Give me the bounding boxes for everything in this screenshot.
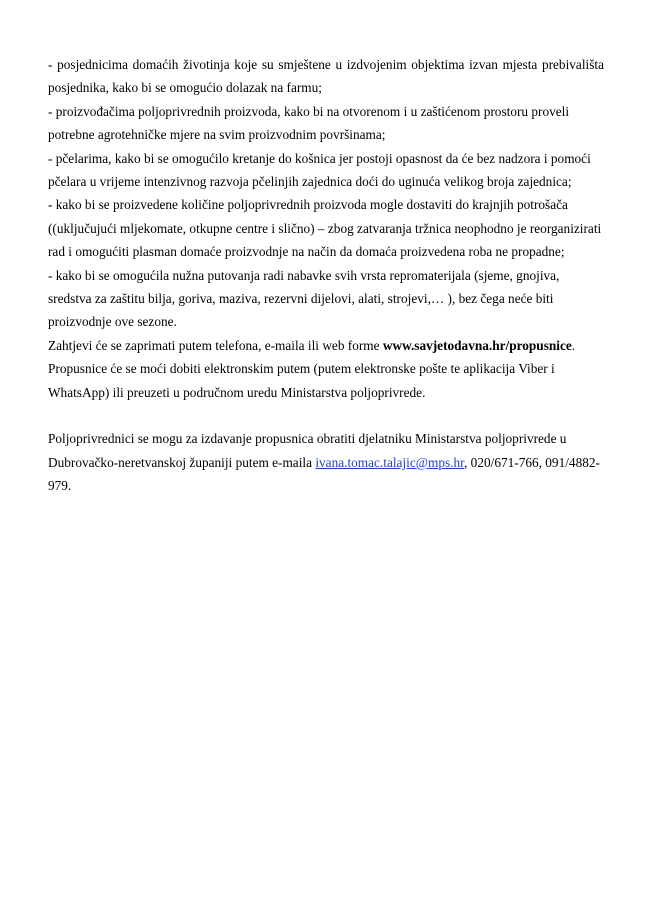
- bullet-supplies: - kako bi se omogućila nužna putovanja radi nabavke svih vrsta repromaterijala (sjeme, gnojiva, sredstva za zaštitu bilja, goriva, maziva, rezervni dijelovi, alati, strojevi,… ), bez čega neće biti proizvodnje ove sezone.: [48, 267, 560, 330]
- contact-phones: , 020/671-766, 091/4882-979.: [48, 454, 600, 494]
- paragraph-spacer: [48, 404, 604, 427]
- bullet-beekeepers: - pčelarima, kako bi se omogućilo kretanje do košnica jer postoji opasnost da će bez nadzora i pomoći pčelara u vrijeme intenzivnog razvoja pčelinjih zajednica doći do uginuća velikog broja zajednica;: [48, 150, 591, 190]
- requests-text: Zahtjevi će se zaprimati putem telefona, e-maila ili web forme: [48, 337, 383, 353]
- bullet-livestock-owners: - posjednicima domaćih životinja koje su smještene u izdvojenim objektima izvan mjesta prebivališta posjednika, kako bi se omogućio dolazak na farmu;: [48, 57, 604, 96]
- contact-email-link[interactable]: ivana.tomac.talajic@mps.hr: [315, 454, 465, 470]
- requests-paragraph: [48, 334, 604, 357]
- requests-end: .: [571, 337, 576, 353]
- bullet-producers: - proizvođačima poljoprivrednih proizvoda, kako bi na otvorenom i u zaštićenom prostoru proveli potrebne agrotehničke mjere na svim proizvodnim površinama;: [48, 103, 570, 143]
- web-form-link[interactable]: www.savjetodavna.hr/propusnice: [382, 337, 572, 353]
- document-body: [48, 53, 604, 498]
- contact-paragraph: [48, 427, 604, 497]
- bullet-delivery: - kako bi se proizvedene količine poljoprivrednih proizvoda mogle dostaviti do krajnjih potrošača ((uključujući mljekomate, otkupne centre i slično) – zbog zatvaranja tržnica neophodno je reorganizirati rad i omogućiti plasman domaće proizvodnje na način da domaća proizvedena roba ne propadne;: [48, 197, 602, 260]
- contact-text: Poljoprivrednici se mogu za izdavanje propusnica obratiti djelatniku Ministarstva poljoprivrede u Dubrovačko-neretvanskoj županiji putem e-maila: [48, 431, 567, 470]
- permits-paragraph: Propusnice će se moći dobiti elektronskim putem (putem elektronske pošte te aplikacija Viber i WhatsApp) ili preuzeti u područnom uredu Ministarstva poljoprivrede.: [48, 361, 555, 400]
